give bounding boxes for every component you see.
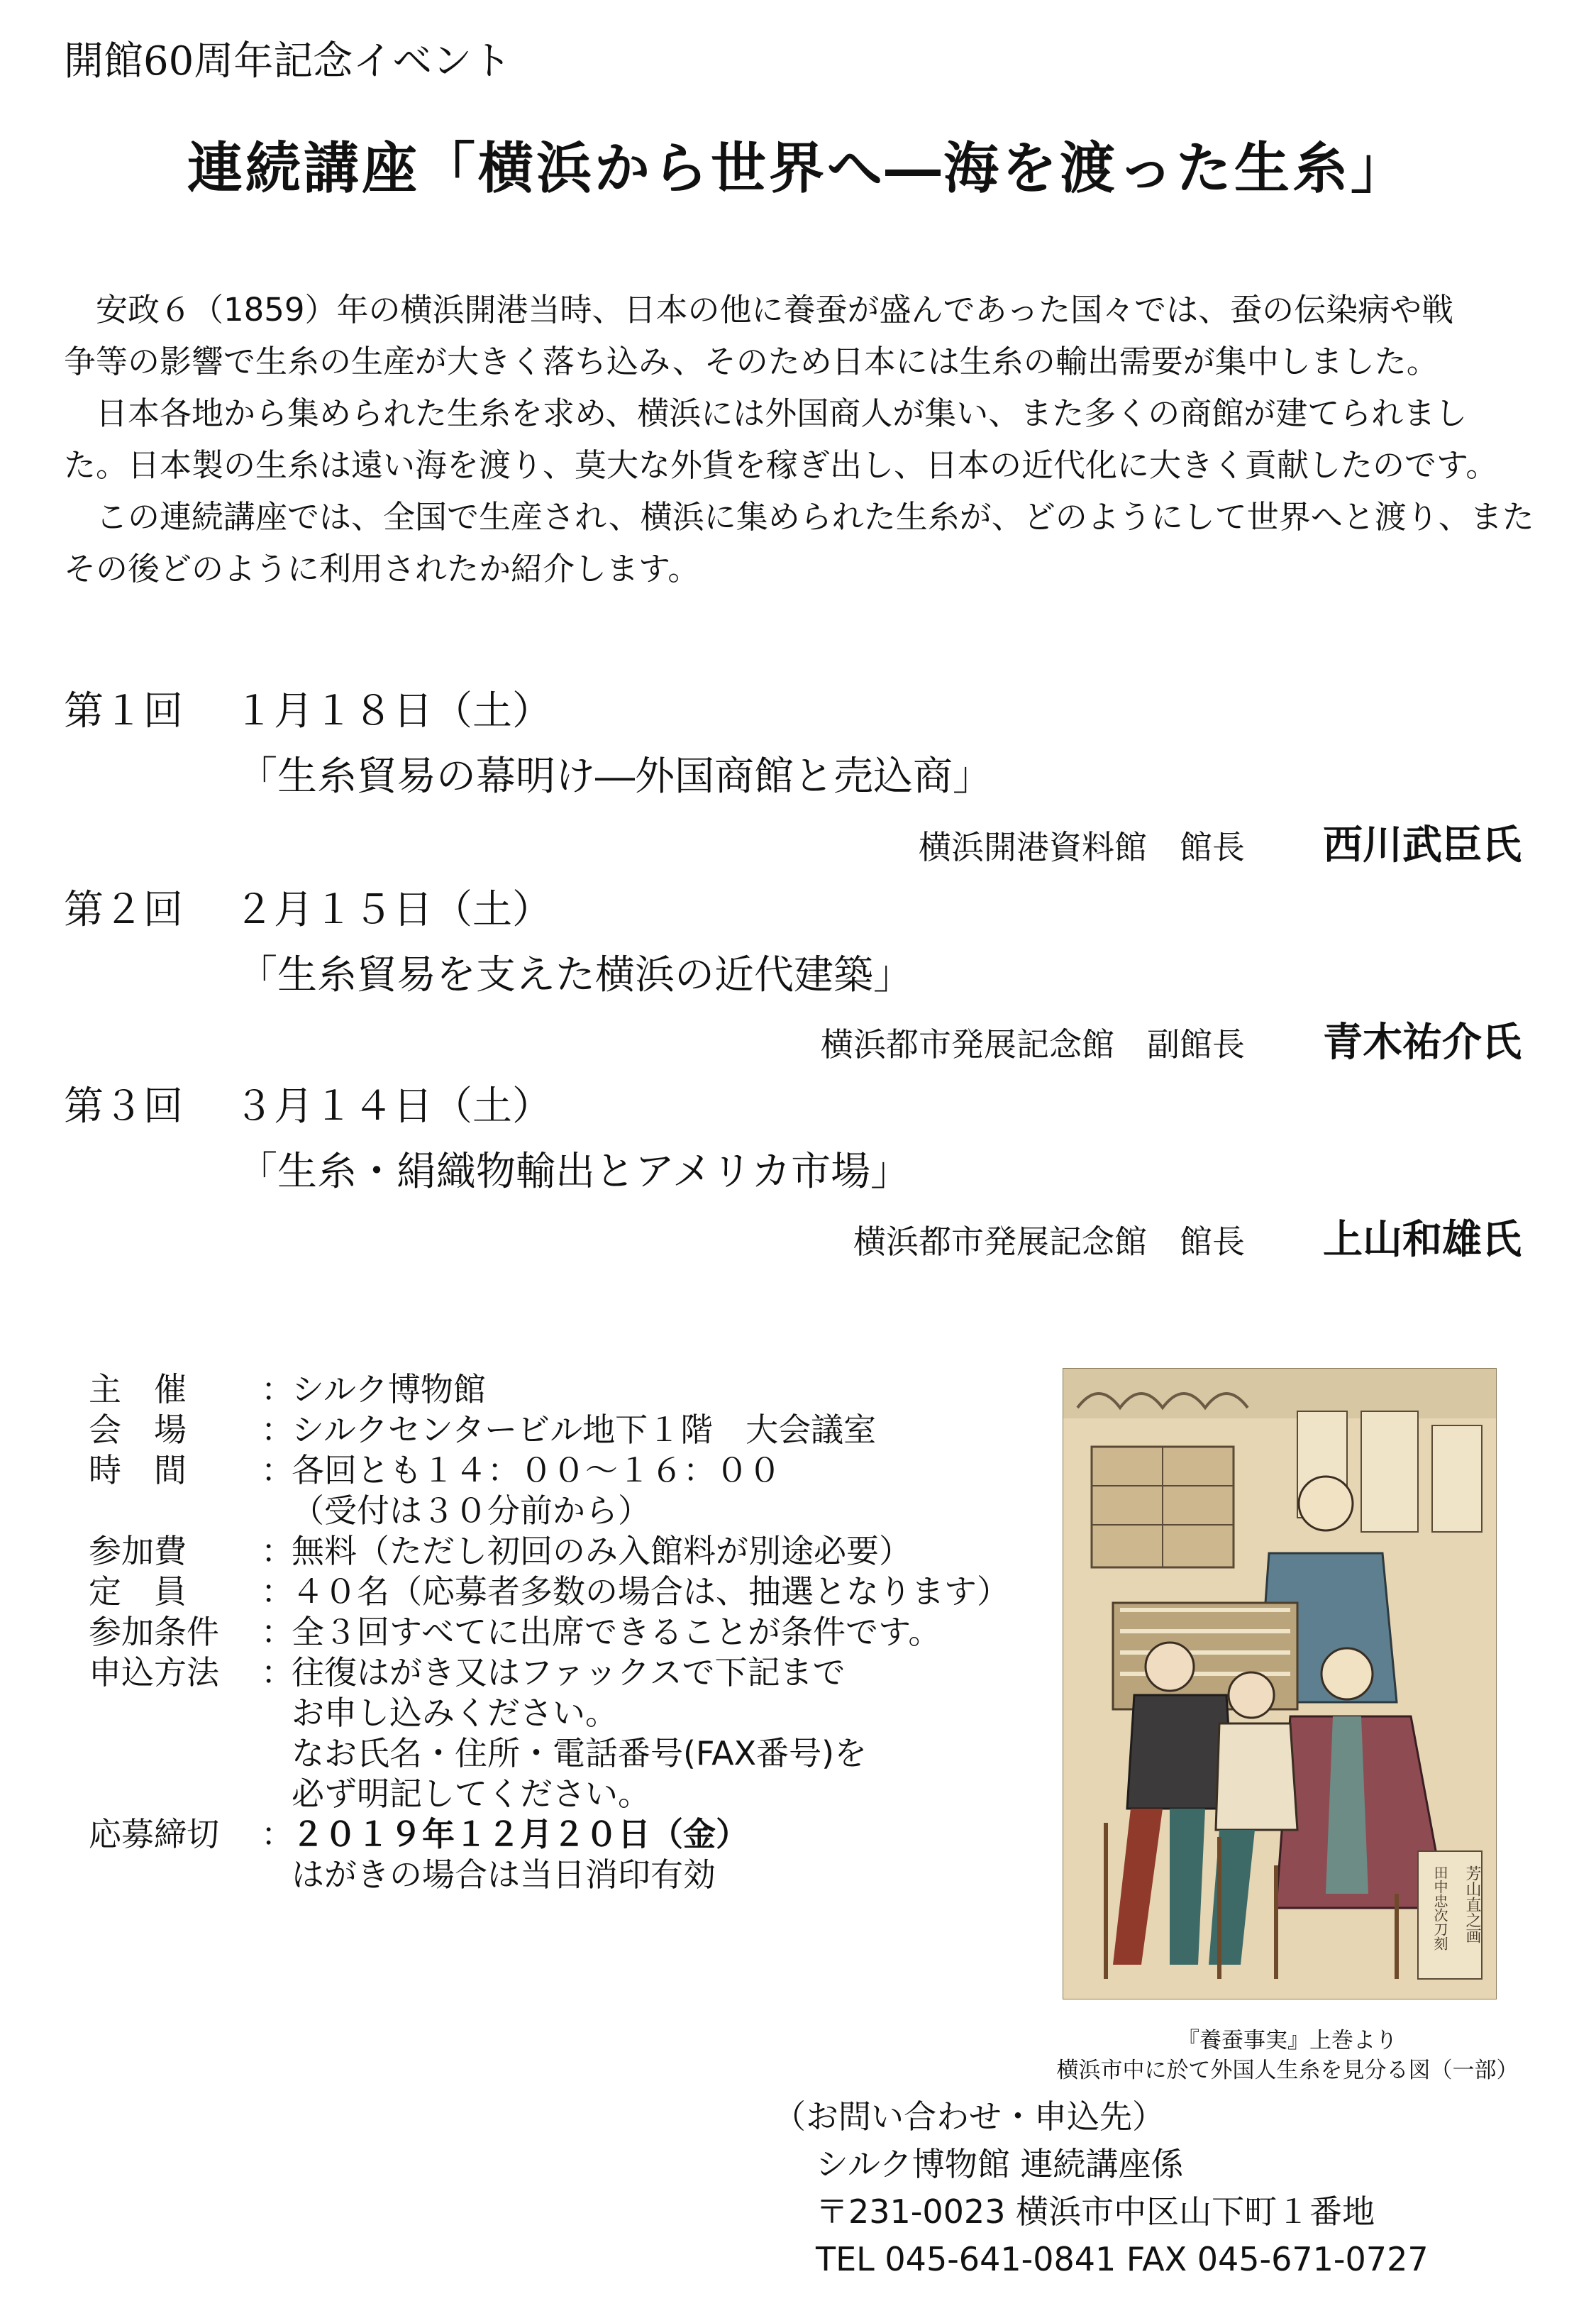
session-1-header <box>64 680 552 737</box>
woodblock-illustration <box>1063 1368 1497 1999</box>
info-method-line: お申し込みください。 <box>292 1694 618 1732</box>
speaker-affiliation: 横浜都市発展記念館 館長 <box>853 1223 1245 1261</box>
session-number: 第３回 <box>64 1083 183 1130</box>
contact-phone: TEL 045-641-0841 FAX 045-671-0727 <box>816 2240 1429 2278</box>
info-deadline: 応募締切 ：２０１９年１２月２０日（金） <box>89 1815 748 1853</box>
intro-line: 争等の影響で生糸の生産が大きく落ち込み、そのため日本には生糸の輸出需要が集中しました。 <box>64 343 1439 380</box>
session-2-speaker <box>821 1011 1522 1068</box>
caption-line: 『養蚕事実』上巻より <box>1177 2028 1397 2053</box>
contact-name: シルク博物館 連続講座係 <box>816 2145 1184 2183</box>
intro-line: 日本各地から集められた生糸を求め、横浜には外国商人が集い、また多くの商館が建てられまし <box>64 395 1468 432</box>
contact-info <box>773 2093 1429 2283</box>
intro-line: 安政６（1859）年の横浜開港当時、日本の他に養蚕が盛んであった国々では、蚕の伝染病や戦 <box>64 291 1454 329</box>
info-capacity: 定 員 ：４０名（応募者多数の場合は、抽選となります） <box>89 1572 1009 1611</box>
info-method: 申込方法 ：往復はがき又はファックスで下記まで <box>89 1653 846 1692</box>
session-3-title: 「生糸・絹織物輸出とアメリカ市場」 <box>238 1149 911 1195</box>
illustration-caption <box>1007 2026 1568 2085</box>
session-2-title: 「生糸貿易を支えた横浜の近代建築」 <box>238 952 913 998</box>
info-deadline-note: はがきの場合は当日消印有効 <box>292 1855 716 1894</box>
speaker-name: 青木祐介氏 <box>1323 1019 1522 1066</box>
session-date: ２月１５日（土） <box>234 887 552 933</box>
speaker-name: 西川武臣氏 <box>1323 822 1522 868</box>
contact-address: 〒231-0023 横浜市中区山下町１番地 <box>816 2192 1375 2231</box>
info-venue: 会 場 ：シルクセンタービル地下１階 大会議室 <box>89 1411 877 1449</box>
info-time: 時 間 ：各回とも１４：００～１６：００ <box>89 1451 781 1489</box>
session-number: 第１回 <box>64 688 183 734</box>
illustration-carver: 田中忠次刀刻 <box>1431 1865 1448 1951</box>
session-2-header <box>64 878 552 935</box>
speaker-affiliation: 横浜都市発展記念館 副館長 <box>821 1025 1245 1064</box>
intro-text <box>64 284 1532 595</box>
session-3-header <box>64 1075 552 1132</box>
page-title: 連続講座「横浜から世界へ―海を渡った生糸」 <box>187 136 1409 201</box>
info-time-note: （受付は３０分前から） <box>292 1491 650 1530</box>
session-date: １月１８日（土） <box>234 688 552 734</box>
session-1-speaker <box>919 814 1522 871</box>
caption-line: 横浜市中に於て外国人生糸を見分る図（一部） <box>1056 2058 1519 2083</box>
intro-line: た。日本製の生糸は遠い海を渡り、莫大な外貨を稼ぎ出し、日本の近代化に大きく貢献したのです。 <box>64 446 1498 484</box>
speaker-affiliation: 横浜開港資料館 館長 <box>919 828 1245 866</box>
event-label: 開館60周年記念イベント <box>64 38 512 84</box>
contact-heading: （お問い合わせ・申込先） <box>773 2097 1165 2136</box>
illustration-signature: 芳山直之画 <box>1463 1865 1481 1943</box>
info-organizer: 主 催 ：シルク博物館 <box>89 1370 486 1408</box>
session-3-speaker <box>853 1208 1522 1265</box>
info-conditions: 参加条件 ：全３回すべてに出席できることが条件です。 <box>89 1613 941 1651</box>
session-number: 第２回 <box>64 887 183 933</box>
session-date: ３月１４日（土） <box>234 1083 552 1130</box>
info-fee: 参加費 ：無料（ただし初回のみ入館料が別途必要） <box>89 1532 911 1570</box>
event-info <box>89 1369 1009 1895</box>
info-method-line: なお氏名・住所・電話番号(FAX番号)を <box>292 1734 868 1772</box>
intro-line: この連続講座では、全国で生産され、横浜に集められた生糸が、どのようにして世界へと渡り、また <box>64 498 1534 536</box>
intro-line: その後どのように利用されたか紹介します。 <box>64 550 700 587</box>
speaker-name: 上山和雄氏 <box>1323 1216 1522 1263</box>
info-method-line: 必ず明記してください。 <box>292 1775 650 1813</box>
session-1-title: 「生糸貿易の幕明け―外国商館と売込商」 <box>238 754 992 800</box>
